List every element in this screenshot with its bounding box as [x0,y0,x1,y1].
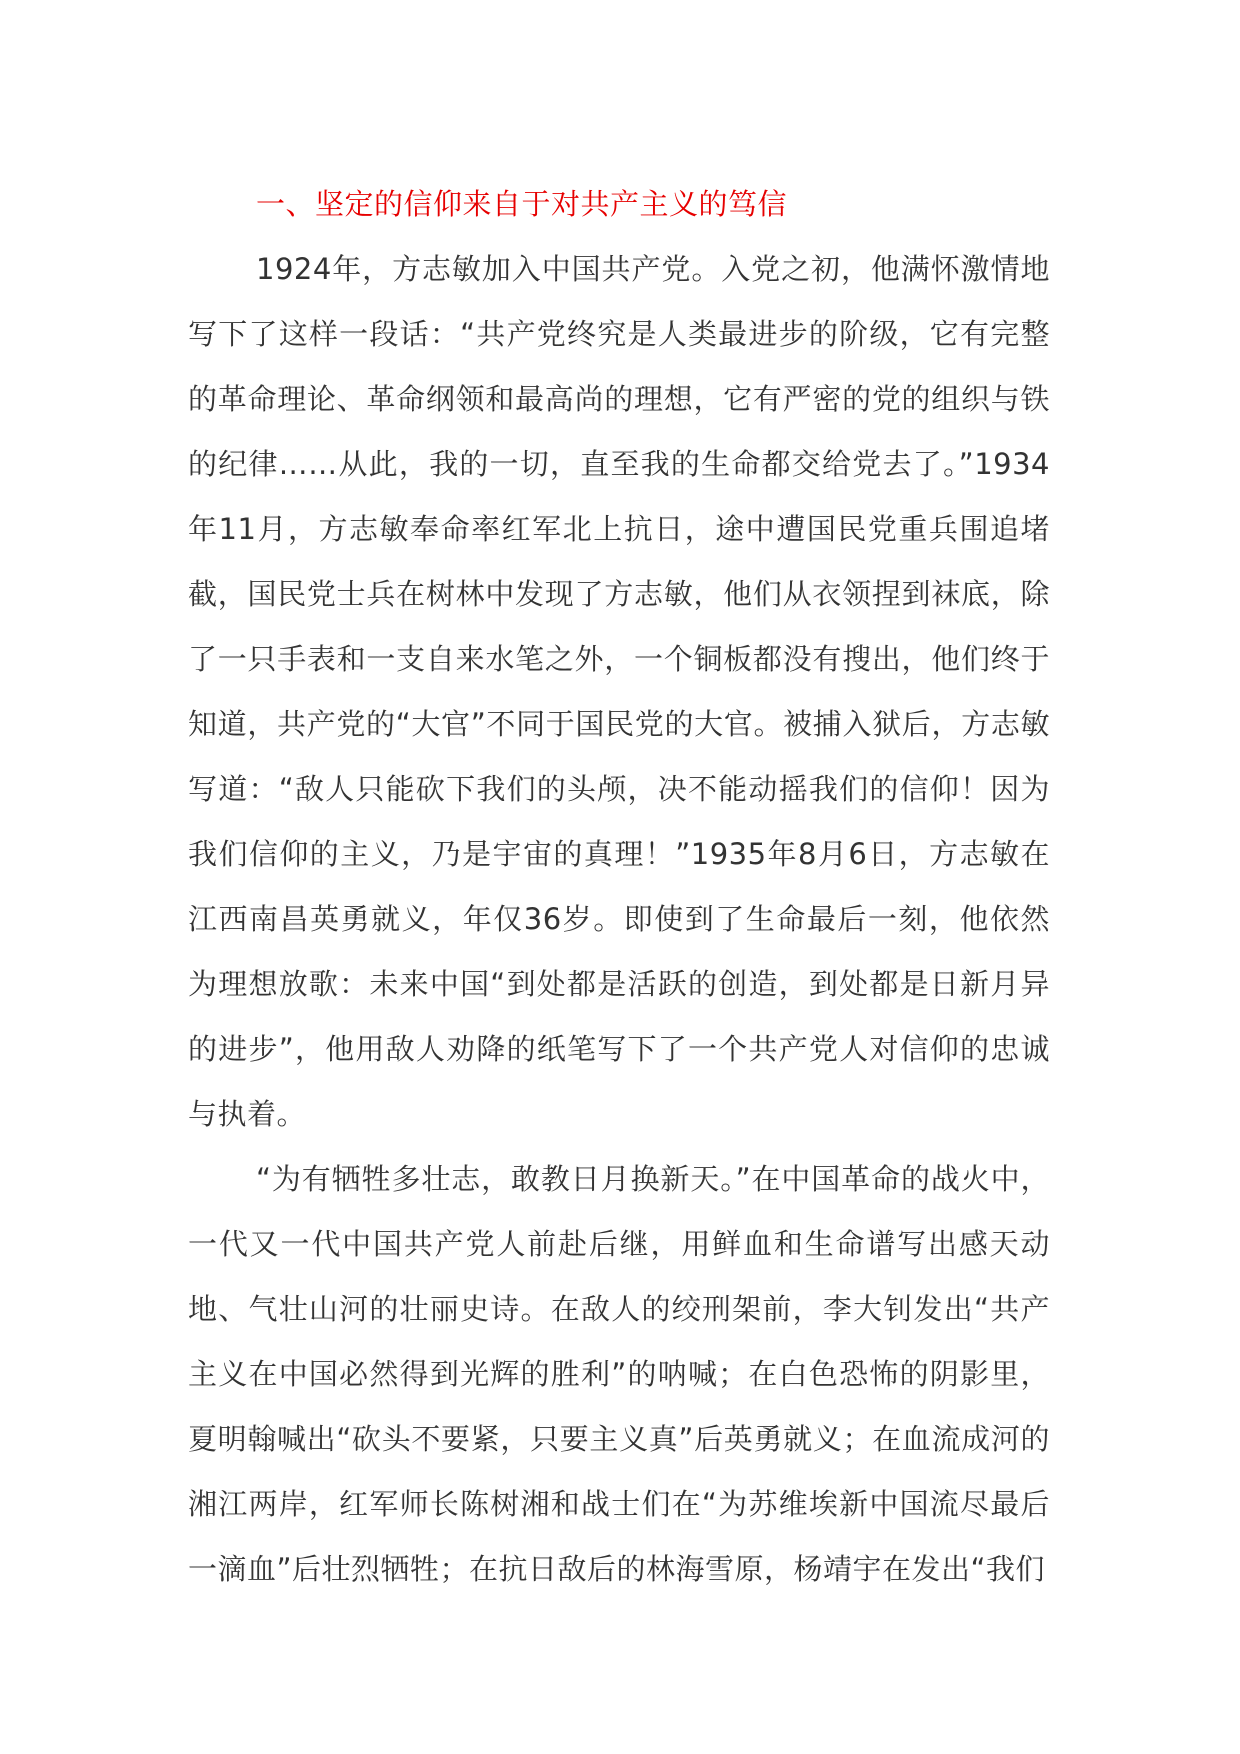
paragraph-revolutionary-martyrs: “为有牺牲多壮志，敢教日月换新天。”在中国革命的战火中，一代又一代中国共产党人前赴后继，用鲜血和生命谱写出感天动地、气壮山河的壮丽史诗。在敌人的绞刑架前，李大钊发出“共产主义在中国必然得到光辉的胜利”的呐喊；在白色恐怖的阴影里，夏明翰喊出“砍头不要紧，只要主义真”后英勇就义；在血流成河的湘江两岸，红军师长陈树湘和战士们在“为苏维埃新中国流尽最后一滴血”后壮烈牺牲；在抗日敌后的林海雪原，杨靖宇在发出“我们 [188,1162,1050,1586]
section-heading: 一、坚定的信仰来自于对共产主义的笃信 [256,187,788,221]
paragraph-fang-zhimin: 1924年，方志敏加入中国共产党。入党之初，他满怀激情地写下了这样一段话：“共产党终究是人类最进步的阶级，它有完整的革命理论、革命纲领和最高尚的理想，它有严密的党的组织与铁的纪律……从此，我的一切，直至我的生命都交给党去了。”1934年11月，方志敏奉命率红军北上抗日，途中遭国民党重兵围追堵截，国民党士兵在树林中发现了方志敏，他们从衣领捏到袜底，除了一只手表和一支自来水笔之外，一个铜板都没有搜出，他们终于知道，共产党的“大官”不同于国民党的大官。被捕入狱后，方志敏写道：“敌人只能砍下我们的头颅，决不能动摇我们的信仰！因为我们信仰的主义，乃是宇宙的真理！”1935年8月6日，方志敏在江西南昌英勇就义，年仅36岁。即使到了生命最后一刻，他依然为理想放歌：未来中国“到处都是活跃的创造，到处都是日新月异的进步”，他用敌人劝降的纸笔写下了一个共产党人对信仰的忠诚与执着。 [188,252,1050,1131]
document-body [188,172,1050,1602]
